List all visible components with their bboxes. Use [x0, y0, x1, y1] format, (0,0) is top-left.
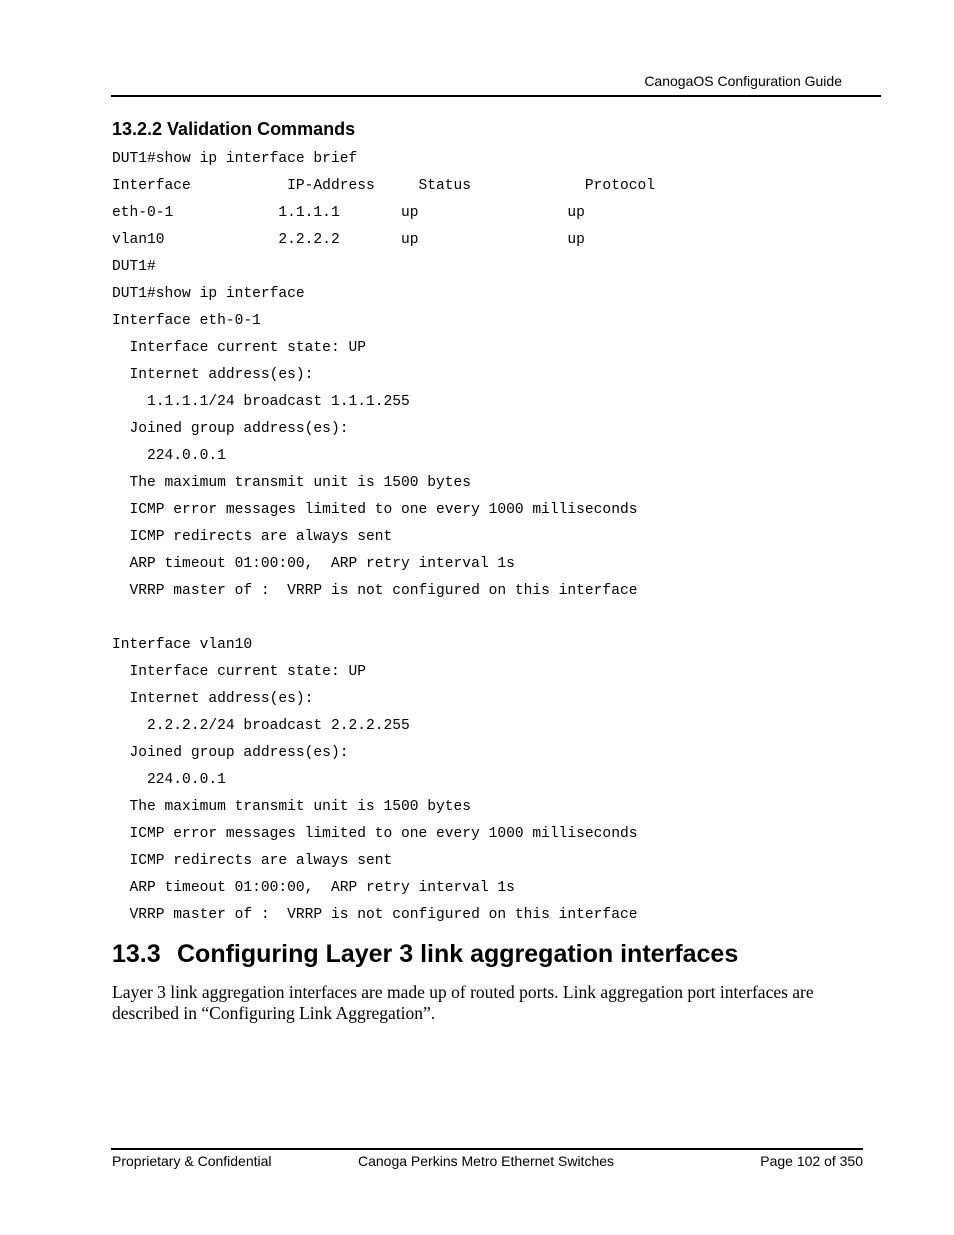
footer-page-number: Page 102 of 350	[760, 1153, 863, 1169]
section-title: Configuring Layer 3 link aggregation interfaces	[177, 940, 739, 968]
code-line: DUT1#	[112, 259, 156, 275]
code-line	[112, 605, 655, 632]
code-line: Internet address(es):	[112, 691, 314, 707]
footer-left: Proprietary & Confidential	[112, 1153, 272, 1169]
section-number: 13.3	[112, 940, 161, 968]
code-line: Joined group address(es):	[112, 745, 349, 761]
subsection-heading: 13.2.2 Validation Commands	[112, 119, 356, 139]
code-line: The maximum transmit unit is 1500 bytes	[112, 799, 472, 815]
code-line: Joined group address(es):	[112, 421, 349, 437]
code-line: ICMP redirects are always sent	[112, 529, 393, 545]
footer-rule	[111, 1148, 863, 1150]
footer-center: Canoga Perkins Metro Ethernet Switches	[358, 1153, 615, 1169]
code-line: 224.0.0.1	[112, 448, 226, 464]
cli-output-block	[112, 146, 655, 929]
code-line: eth-0-1 1.1.1.1 up up	[112, 205, 585, 221]
code-line: DUT1#show ip interface	[112, 286, 305, 302]
code-line: 2.2.2.2/24 broadcast 2.2.2.255	[112, 718, 410, 734]
section-heading	[112, 940, 738, 969]
code-line: Interface current state: UP	[112, 664, 366, 680]
code-line: 1.1.1.1/24 broadcast 1.1.1.255	[112, 394, 410, 410]
code-line: The maximum transmit unit is 1500 bytes	[112, 475, 472, 491]
code-line: Interface vlan10	[112, 637, 253, 653]
code-line: Interface eth-0-1	[112, 313, 261, 329]
code-line: ICMP redirects are always sent	[112, 853, 393, 869]
code-line: ARP timeout 01:00:00, ARP retry interval 1s	[112, 880, 515, 896]
code-line: Interface current state: UP	[112, 340, 366, 356]
code-line: vlan10 2.2.2.2 up up	[112, 232, 585, 248]
code-line: VRRP master of : VRRP is not configured on this interface	[112, 907, 638, 923]
code-line: ICMP error messages limited to one every 1000 milliseconds	[112, 502, 638, 518]
code-line: VRRP master of : VRRP is not configured on this interface	[112, 583, 638, 599]
code-line: DUT1#show ip interface brief	[112, 151, 358, 167]
code-line: Internet address(es):	[112, 367, 314, 383]
code-line: ICMP error messages limited to one every 1000 milliseconds	[112, 826, 638, 842]
code-line: ARP timeout 01:00:00, ARP retry interval 1s	[112, 556, 515, 572]
header-rule	[111, 95, 881, 97]
code-line: 224.0.0.1	[112, 772, 226, 788]
code-line: Interface IP-Address Status Protocol	[112, 178, 655, 194]
section-body-paragraph: Layer 3 link aggregation interfaces are made up of routed ports. Link aggregation port interfaces are described in “Configuring Link Aggregation”.	[112, 982, 814, 1023]
running-header-title: CanogaOS Configuration Guide	[644, 73, 842, 89]
